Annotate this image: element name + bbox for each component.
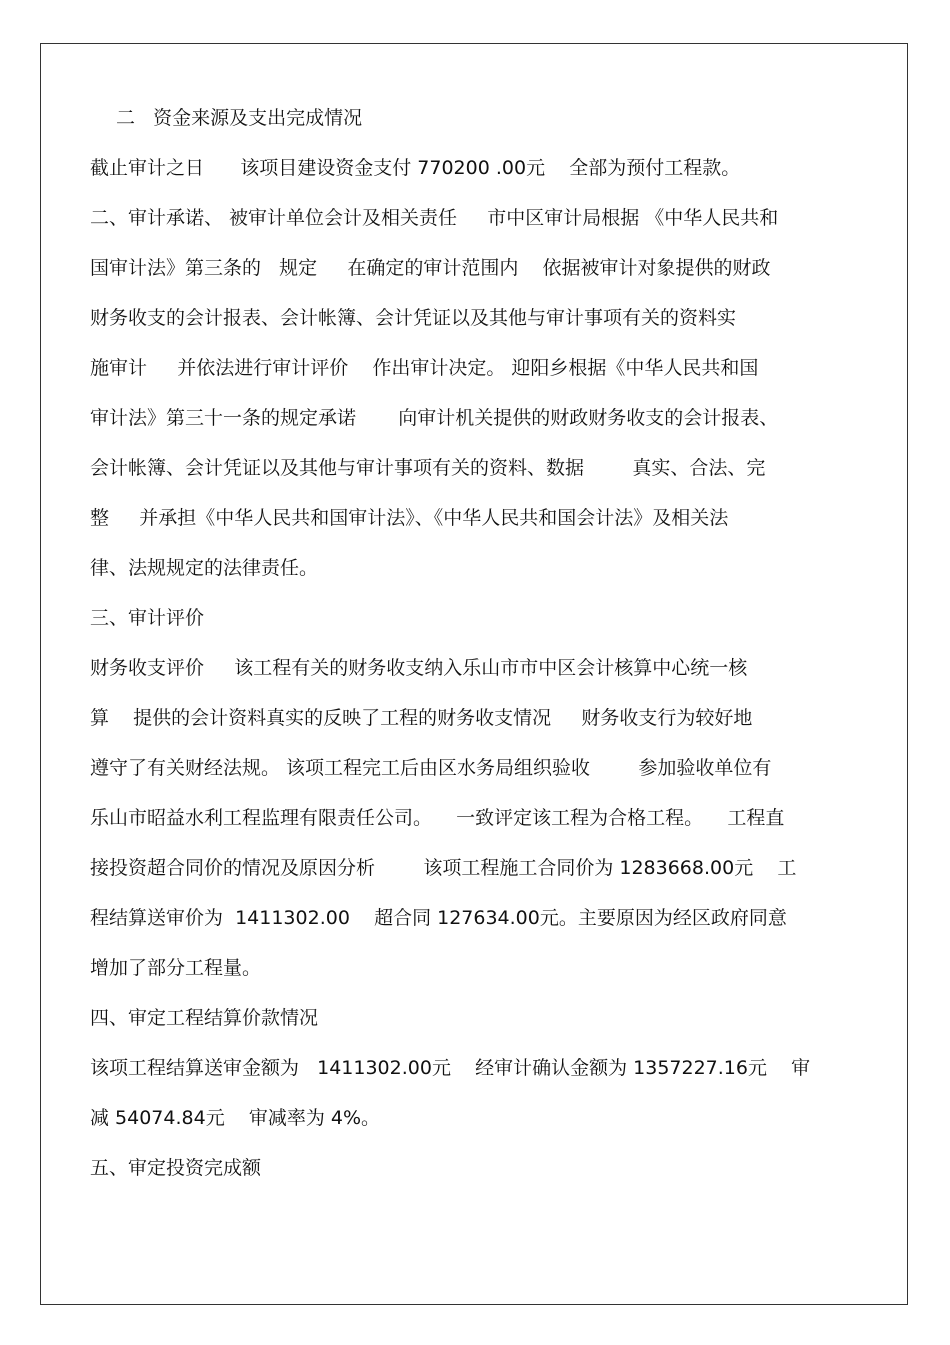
paragraph-line: 律、法规规定的法律责任。 — [90, 557, 319, 579]
paragraph-line: 乐山市昭益水利工程监理有限责任公司。 一致评定该工程为合格工程。 工程直 — [90, 807, 785, 829]
section-heading-investment: 五、审定投资完成额 — [90, 1157, 262, 1179]
paragraph-line: 国审计法》第三条的 规定 在确定的审计范围内 依据被审计对象提供的财政 — [90, 257, 771, 279]
paragraph-line: 减 54074.84元 审减率为 4%。 — [90, 1107, 381, 1129]
paragraph-line: 截止审计之日 该项目建设资金支付 770200 .00元 全部为预付工程款。 — [90, 157, 741, 179]
paragraph-line: 算 提供的会计资料真实的反映了工程的财务收支情况 财务收支行为较好地 — [90, 707, 753, 729]
paragraph-line: 增加了部分工程量。 — [90, 957, 262, 979]
paragraph-line: 施审计 并依法进行审计评价 作出审计决定。 迎阳乡根据《中华人民共和国 — [90, 357, 759, 379]
paragraph-line: 会计帐簿、会计凭证以及其他与审计事项有关的资料、数据 真实、合法、完 — [90, 457, 766, 479]
section-heading-settlement: 四、审定工程结算价款情况 — [90, 1007, 319, 1029]
paragraph-line: 财务收支评价 该工程有关的财务收支纳入乐山市市中区会计核算中心统一核 — [90, 657, 748, 679]
paragraph-line: 整 并承担《中华人民共和国审计法》、《中华人民共和国会计法》及相关法 — [90, 507, 729, 529]
paragraph-line: 程结算送审价为 1411302.00 超合同 127634.00元。主要原因为经区政府同意 — [90, 907, 787, 929]
paragraph-line: 财务收支的会计报表、会计帐簿、会计凭证以及其他与审计事项有关的资料实 — [90, 307, 737, 329]
section-heading-audit-commitment: 二、审计承诺、 被审计单位会计及相关责任 市中区审计局根据 《中华人民共和 — [90, 207, 779, 229]
section-heading-funding: 二 资金来源及支出完成情况 — [116, 107, 363, 129]
section-heading-audit-evaluation: 三、审计评价 — [90, 607, 205, 629]
paragraph-line: 审计法》第三十一条的规定承诺 向审计机关提供的财政财务收支的会计报表、 — [90, 407, 779, 429]
paragraph-line: 该项工程结算送审金额为 1411302.00元 经审计确认金额为 1357227.16元 审 — [90, 1057, 811, 1079]
paragraph-line: 接投资超合同价的情况及原因分析 该项工程施工合同价为 1283668.00元 工 — [90, 857, 797, 879]
paragraph-line: 遵守了有关财经法规。 该项工程完工后由区水务局组织验收 参加验收单位有 — [90, 757, 772, 779]
